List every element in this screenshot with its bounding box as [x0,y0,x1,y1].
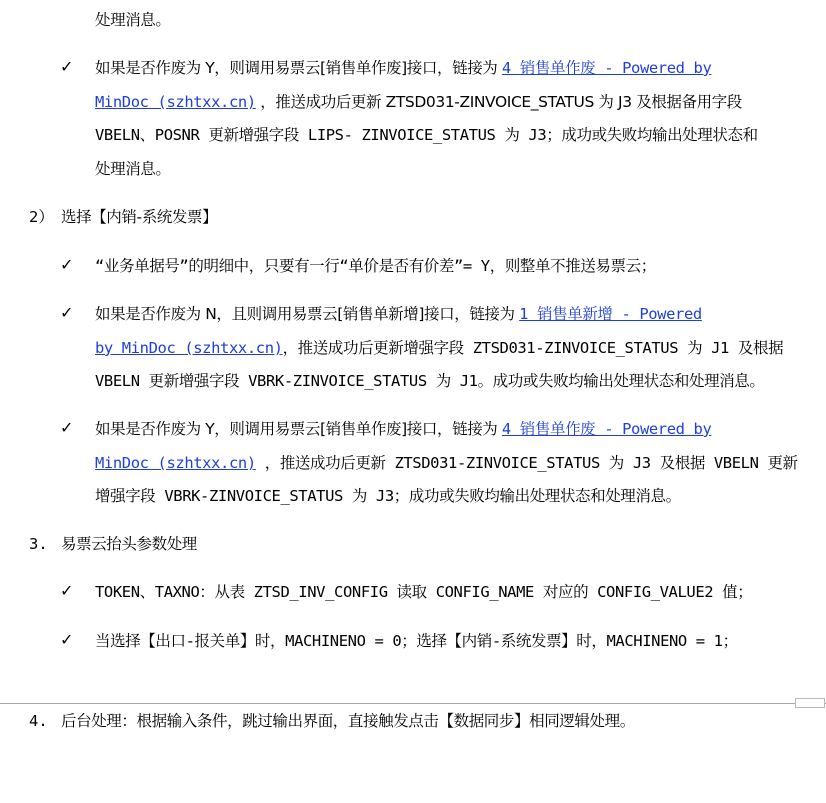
list-item-line: VBELN、POSNR 更新增强字段 LIPS- ZINVOICE_STATUS 为 J3；成功或失败均输出处理状态和 [95,126,758,144]
list-item-line [95,453,798,473]
checkmark-icon: ✓ [60,630,74,649]
section-number: 3. [29,535,48,553]
checkmark-icon: ✓ [60,581,74,600]
list-item-text: 如果是否作废为 Y，则调用易票云[销售单作废]接口，链接为 [95,420,502,438]
link-void-sales-doc-cont[interactable]: MinDoc (szhtxx.cn) [95,454,256,472]
checkmark-icon: ✓ [60,255,74,274]
page-break-divider [0,703,826,704]
list-item-line: 处理消息。 [95,160,171,178]
list-item-line: VBELN 更新增强字段 VBRK-ZINVOICE_STATUS 为 J1。成功或失败均输出处理状态和处理消息。 [95,372,765,390]
checkmark-icon: ✓ [60,57,74,76]
link-void-sales-doc-cont[interactable]: MinDoc (szhtxx.cn) [95,93,256,111]
section-number: 2） [29,208,54,226]
section-title: 后台处理：根据输入条件，跳过输出界面，直接触发点击【数据同步】相同逻辑处理。 [61,712,635,730]
section-title: 选择【内销-系统发票】 [61,208,218,226]
link-void-sales-doc[interactable]: 4 销售单作废 - Powered by [501,59,712,77]
list-item-line [95,338,783,358]
list-item-line [95,304,702,324]
list-item-line: 当选择【出口-报关单】时，MACHINENO = 0；选择【内销-系统发票】时，MACHINENO = 1； [95,632,738,650]
list-item-line [95,58,711,78]
section-number: 4. [29,712,48,730]
list-item-text: ，推送成功后更新增强字段 ZTSD031-ZINVOICE_STATUS 为 J1 及根据 [282,339,784,357]
link-void-sales-doc[interactable]: 4 销售单作废 - Powered by [501,420,712,438]
list-item-line [95,419,711,439]
list-item-line: TOKEN、TAXNO：从表 ZTSD_INV_CONFIG 读取 CONFIG_NAME 对应的 CONFIG_VALUE2 值； [95,583,753,601]
list-item-line [95,92,742,112]
list-item-text: ，推送成功后更新 ZTSD031-ZINVOICE_STATUS 为 J3 及根据 VBELN 更新 [255,454,798,472]
list-item-line: 增强字段 VBRK-ZINVOICE_STATUS 为 J3；成功或失败均输出处理状态和处理消息。 [95,487,681,505]
link-new-sales-doc-cont[interactable]: by MinDoc (szhtxx.cn) [95,339,283,357]
list-item-line: “业务单据号”的明细中，只要有一行“单价是否有价差”= Y，则整单不推送易票云； [95,257,656,275]
checkmark-icon: ✓ [60,303,74,322]
list-item-text: 如果是否作废为 N，且则调用易票云[销售单新增]接口，链接为 [95,305,520,323]
checkmark-icon: ✓ [60,418,74,437]
section-title: 易票云抬头参数处理 [61,535,197,553]
paragraph-fragment: 处理消息。 [95,11,171,29]
link-new-sales-doc[interactable]: 1 销售单新增 - Powered [519,305,702,323]
list-item-text: ，推送成功后更新 ZTSD031-ZINVOICE_STATUS 为 J3 及根据备用字段 [255,93,742,111]
page-corner-marker [795,698,825,708]
list-item-text: 如果是否作废为 Y，则调用易票云[销售单作废]接口，链接为 [95,59,502,77]
